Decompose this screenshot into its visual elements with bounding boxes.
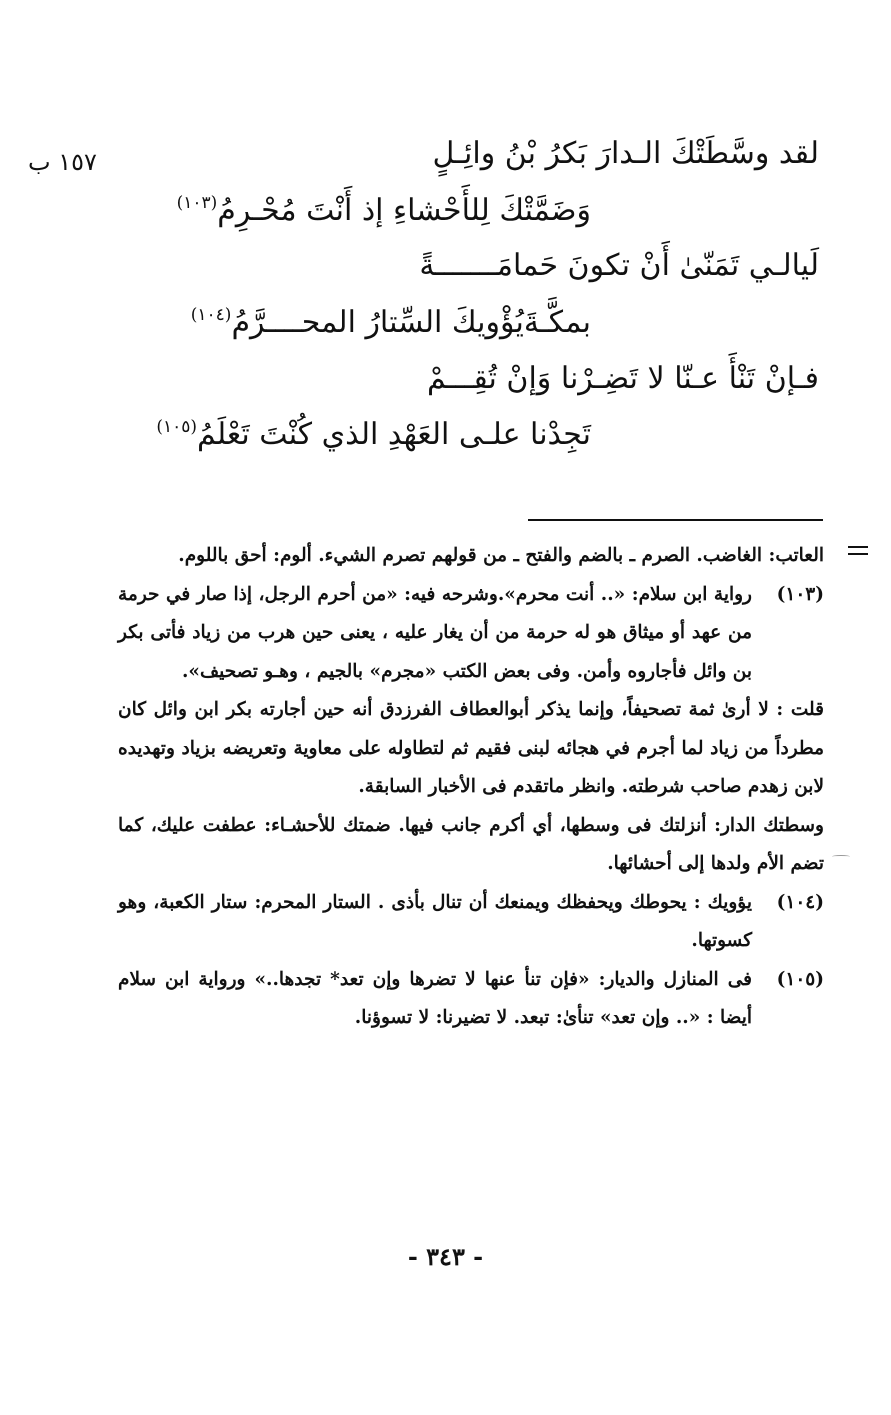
verse-line-4 — [191, 305, 591, 340]
verse-line-3 — [419, 248, 819, 283]
verse-line-1 — [433, 136, 819, 171]
verse-text: وَضَمَّتْكَ لِلأَحْشاءِ إذ أَنْتَ مُحْـرِمُ — [217, 193, 591, 228]
verse-text: بمكَّـةَيُؤْويكَ السِّتارُ المحــــرَّمُ — [231, 305, 591, 340]
footnote-paragraph — [118, 807, 824, 884]
footnote-ref: (١٠٤) — [190, 305, 232, 325]
footnote-text: وسطتك الدار: أنزلتك فى وسطها، أي أكرم جانب فيها. ضمتك للأحشـاء: عطفت عليك، كما تضم الأم ولدها إلى أحشائها. — [118, 814, 824, 874]
verse-line-6 — [156, 417, 591, 452]
footnote-number: (١٠٤) — [776, 891, 824, 913]
footnote-ref: (١٠٣) — [176, 193, 218, 213]
footnote-text: يؤويك : يحوطك ويحفظك ويمنعك أن تنال بأذى . الستار المحرم: ستار الكعبة، وهو كسوتها. — [118, 891, 752, 951]
footnote-text: قلت : لا أرىٰ ثمة تصحيفاً، وإنما يذكر أبوالعطاف الفرزدق أنه حين أجارته بكر ابن وائل كان مطرداً من زياد لما أجرم في هجائه لبنى فقيم ثم لتطاوله على معاوية وتعريضه بزياد وتهديده لابن زهدم صاحب شرطته. وانظر ماتقدم فى الأخبار السابقة. — [118, 699, 824, 797]
footnote-ref: (١٠٥) — [156, 417, 197, 437]
footnote-paragraph — [118, 691, 824, 807]
footnote-continued — [118, 537, 824, 576]
verse-line-2 — [177, 193, 591, 228]
verse-text: لَيالـي تَمَنّىٰ أَنْ تكونَ حَمامَـــــــةً — [419, 248, 819, 283]
footnote-104 — [118, 884, 824, 961]
footnote-separator — [528, 519, 823, 521]
verse-text: فـإنْ تَنْأَ عـنّا لا تَضِـرْنا وَإنْ تُقِـــمْ — [427, 361, 819, 396]
verse-line-5 — [427, 361, 819, 396]
footnote-105 — [118, 961, 824, 1038]
footnote-text: العاتب: الغاضب. الصرم ـ بالضم والفتح ـ من قولهم تصرم الشيء. ألوم: أحق باللوم. — [178, 545, 824, 566]
footnote-text: فى المنازل والديار: «فإن تنأ عنها لا تضرها وإن تعد* تجدها..» ورواية ابن سلام أيضا : «.. وإن تعد» تنأىٰ: تبعد. لا تضيرنا: لا تسوؤنا. — [118, 968, 752, 1028]
verse-text: تَجِدْنا علـى العَهْدِ الذي كُنْتَ تَعْلَمُ — [197, 417, 591, 452]
page-number: - ٣٤٣ - — [407, 1242, 484, 1271]
footnote-number: (١٠٣) — [776, 583, 824, 605]
footnote-number: (١٠٥) — [776, 968, 824, 990]
verse-text: لقد وسَّطَتْكَ الـدارَ بَكرُ بْنُ وائِـلٍ — [432, 136, 819, 171]
folio-marginal-note: ١٥٧ ب — [28, 148, 97, 176]
continuation-mark — [848, 546, 868, 560]
footnote-text: رواية ابن سلام: «.. أنت محرم».وشرحه فيه: «من أحرم الرجل، إذا صار في حرمة من عهد أو ميثاق هو له حرمة من أن يغار عليه ، يعنى حين هرب من زياد فأتى بكر بن وائل فأجاروه وأمن. وفى بعض الكتب «مجرم» بالجيم ، وهـو تصحيف». — [118, 583, 752, 682]
paper-speck — [832, 855, 850, 858]
footnotes — [118, 537, 824, 1038]
footnote-103 — [118, 576, 824, 692]
